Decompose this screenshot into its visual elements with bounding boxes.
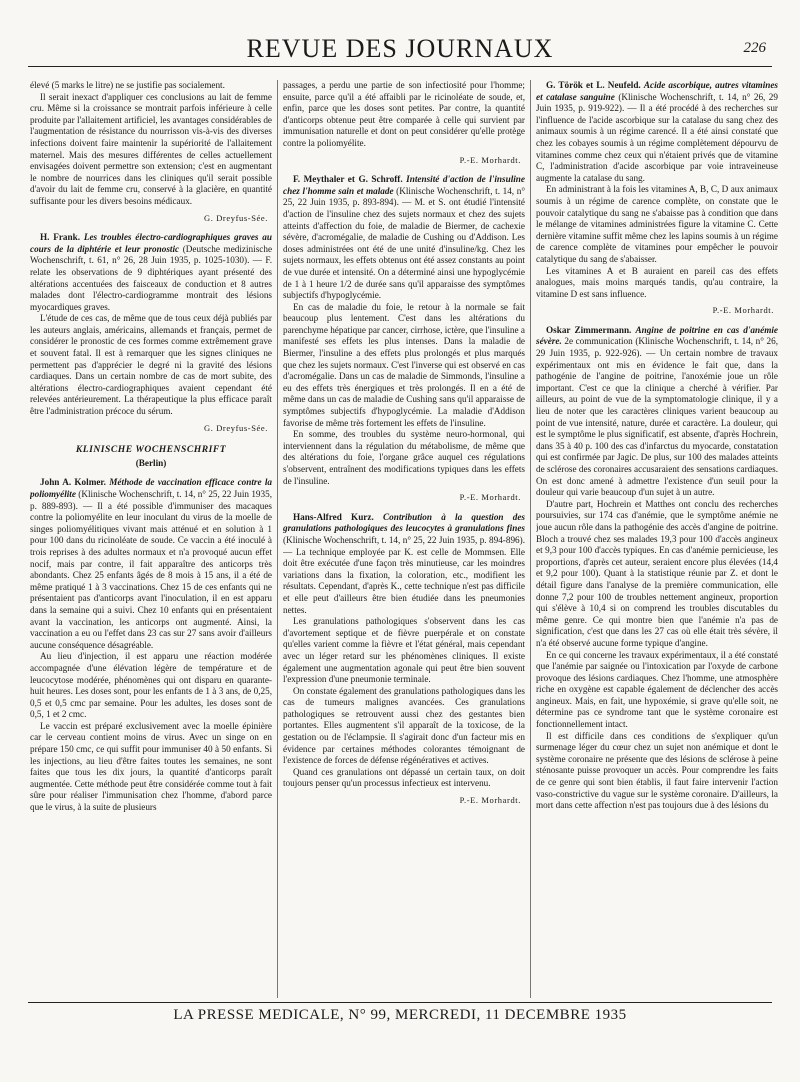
paragraph: En administrant à la fois les vitamines A, B, C, D aux animaux soumis à un régime de carence complète, on constate que le pouvoir catalytique du sang ne s'abaisse pas à condition que dans le mélange de vitamines administrées figure la vitamine C. Cette dernière vitamine suffit même chez les lapins soumis à un régime de carence complète de vitamines pour empêcher le pouvoir catalytique du sang de s'abaisser. [536, 184, 778, 264]
article-reference: (Deutsche medizinische Wochenschrift, t. 61, n° 26, 28 Juin 1935, p. 1025-1030). — [30, 243, 272, 266]
article-reference: (Klinische Wochenschrift, t. 14, n° 25, 22 Juin 1935, p. 893-894). — [283, 185, 525, 208]
article-author: John A. Kolmer. [40, 477, 106, 488]
signature: P.-E. Morhardt. [712, 305, 774, 316]
paragraph: D'autre part, Hochrein et Matthes ont conclu des recherches poursuivies, sur 174 cas d'anémie, que le symptôme anémie ne joue aucun rôle dans la pathogénie des accès d'angine de poitrine. Bloch a trouvé chez ses malades 19,3 pour 100 d'accès angineux et 9,3 pour 100 d'accès typiques. En cas d'anémie pernicieuse, les proportions, d'après cet auteur, seraient encore plus élevées (14,4 et 9,2 pour 100). Quant à la statistique réunie par Z. et dont le détail figure dans l'analyse de la première communication, elle donne 7,2 pour 100 de troubles nettement angineux, proportion qui s'élève à 10,4 si on comprend les troubles discutables du même genre. Ce qui montre bien que l'anémie n'a pas de signification, c'est que dans les 27 cas où elle était très sévère, il n'a été observé aucune forme typique d'angine. [536, 498, 778, 648]
signature: P.-E. Morhardt. [459, 492, 521, 503]
article-heading [283, 174, 525, 302]
column-right [536, 80, 778, 1000]
article-heading [283, 512, 525, 616]
article-text: Un certain nombre de travaux expérimentaux ont mis en évidence le fait que, dans la pathogénie de l'angine de poitrine, l'anoxémie joue un rôle important. C'est ce que la clinique a cherché à vérifier. Par ailleurs, au point de vue de la symptomatologie clinique, il y a lieu de noter que les caractères cliniques varient beaucoup au point de vue intensité, nature, durée et caractère. La douleur, qui est le symptôme le plus significatif, est absente, d'après Hochrein, dans 35 à 40 p. 100 des cas d'infarctus du myocarde, constatation qui est confirmée par Jagic. De plus, sur 100 des malades atteints de sclérose des coronaires accusaraient des sensations cardiaques. On est donc amené à admettre l'existence d'un seuil pour la douleur qui varie beaucoup d'un sujet à un autre. [536, 348, 778, 498]
section-title: KLINISCHE WOCHENSCHRIFT [75, 444, 227, 456]
article-reference: (Klinische Wochenschrift, t. 14, n° 25, 22 Juin 1935, p. 894-896). — [283, 534, 525, 557]
page-number: 226 [743, 40, 766, 56]
paragraph: Le vaccin est préparé exclusivement avec la moelle épinière car le cerveau contient moins de virus. Avec un singe on en prépare 150 cmc, ce qui suffit pour immuniser 40 à 50 enfants. Si les injections, au lieu d'être faites toutes les semaines, ne sont faites que tous les dix jours, la quantité d'anticorps paraît augmentée. Cette méthode peut être considérée comme tout à fait sûre pour réaliser l'immunisation chez l'homme, d'abord parce que le virus, à la suite de plusieurs [30, 720, 272, 813]
article-heading [536, 80, 778, 184]
article-author: Hans-Alfred Kurz. [293, 511, 374, 522]
article-title: Méthode de vaccination efficace contre la poliomyélite [30, 477, 272, 499]
article-title: Angine de poitrine en cas d'anémie sévère. [536, 324, 778, 347]
article-heading [30, 477, 272, 651]
paragraph: élevé (5 marks le litre) ne se justifie pas socialement. [30, 80, 225, 90]
article-text: Il a été procédé à des recherches sur l'influence de l'acide ascorbique sur la catalase du sang chez des animaux soumis à un régime carencé. Il a été ainsi constaté que chez les cobayes soumis à un régime complètement dépourvu de vitamines comme chez ceux qui n'étaient privés que de vitamine C, l'administration d'acide ascorbique par voie intraveineuse augmente la catalase du sang. [536, 103, 778, 183]
section-subtitle: (Berlin) [135, 457, 167, 468]
article-reference: (Klinische Wochenschrift, t. 14, n° 26, 29 Juin 1935, p. 919-922). — [536, 91, 778, 114]
journal-header [28, 30, 772, 67]
article-author: F. Meythaler et G. Schroff. [293, 174, 403, 185]
article-title: Contribution à la question des granulations pathologiques des leucocytes à granulations fines [283, 511, 525, 534]
paragraph: Au lieu d'injection, il est apparu une réaction modérée accompagnée d'une élévation légère de température et de leucocytose modérée, phénomènes qui ont disparu en quarante-huit heures. Les doses sont, pour les enfants de 1 à 3 ans, de 0,25, 0,5 et 0,5 cmc par semaine. Pour les adultes, les doses sont de 0,5, 1 et 2 cmc. [30, 651, 272, 720]
article-text: F. relate les observations de 9 diphtériques ayant présenté des altérations accentuées des faisceaux de conduction et 8 autres malades dont l'électro-cardiogramme montrait des lésions myocardiques graves. [30, 255, 272, 312]
article-text: M. et S. ont étudié l'intensité d'action de l'insuline chez des sujets normaux et chez des sujets atteints d'affection du foie, de maladie de Biermer, de cachexie sévère, d'acromégalie, de maladie de Cushing ou d'Addison. Les doses administrées ont été de une unité d'insuline/kg. Chez les sujets normaux, les effets obtenus ont été assez constants au point de vue durée et intensité. On a déterminé ainsi une hypoglycémie de 1 à 1 heure 1/2 de durée sans qu'il apparaisse des symptômes subjectifs d'hypoglycémie. [283, 197, 525, 301]
paragraph: Les granulations pathologiques s'observent dans les cas d'avortement septique et de fièvre puerpérale et on constate qu'elles varient comme la fièvre et l'état général, mais cependant avec un léger retard sur les phénomènes cliniques. Il existe également une augmentation agonale qui peut être bien souvent l'expression d'une pneumonie terminale. [283, 616, 525, 685]
paragraph: L'étude de ces cas, de même que de tous ceux déjà publiés par les auteurs anglais, américains, allemands et français, permet de considérer le pronostic de ces formes comme extrêmement grave et souvent fatal. Il est à remarquer que les signes cliniques ne permettent pas d'apprécier le degré ni la gravité des lésions cardiaques. Dans un certain nombre de cas de mort subite, des altérations électro-cardiographiques avaient cependant été relevées antérieurement. La thérapeutique la plus efficace paraît être l'administration précoce du sérum. [30, 313, 272, 417]
paragraph: On constate également des granulations pathologiques dans les cas de tumeurs malignes avancées. Ces granulations pathologiques se retrouvent aussi chez des gestantes bien portantes. Elles augmentent s'il apparaît de la toxicose, de la gestation ou de l'éclampsie. Il s'agirait donc d'un facteur mis en évidence par certaines méthodes colorantes témoignant de l'existence de forces de défense régénératives et actives. [283, 685, 525, 766]
paragraph: En somme, des troubles du système neuro-hormonal, qui interviennent dans la régulation du métabolisme, de même que des altérations du foie, l'organe grâce auquel ces régulations s'observent, entraînent des modifications typiques dans les effets de l'insuline. [283, 429, 525, 486]
paragraph: Il serait inexact d'appliquer ces conclusions au lait de femme cru. Même si la croissance se montrait parfois inférieure à celle produite par l'allaitement artificiel, les avantages considérables de l'augmentation de résistance du nourrisson vis-à-vis des diverses infections doivent faire maintenir la supériorité de l'allaitement maternel. Mais des mesures différentes de celles actuellement envisagées doivent permettre son extension; c'est en augmentant le nombre de nourrices dans les cliniques qu'il serait possible d'avoir du lait de femme cru, conservé à la glacière, en quantité suffisante pour les divers besoins médicaux. [30, 91, 272, 206]
signature: G. Dreyfus-Sée. [204, 422, 268, 433]
article-text: Il a été possible d'immuniser des macaques contre la poliomyélite en leur inoculant du virus de la moelle de singes poliomyélitiques vivant mais atténué et en solution à 1 pour 100 dans du ricinoléate de soude. Ce vaccin a été inoculé à trois reprises à des adultes normaux et n'a provoqué aucun effet nocif, mais par contre, il fait apparaître des anticorps très abondants. Chez 25 enfants âgés de 8 mois à 15 ans, il a été de même pratiqué 1 à 3 vaccinations. Chez 15 de ces enfants qui ne présentaient pas d'anticorps avant l'inoculation, il en est apparu dans la semaine qui a suivi. Chez 10 enfants qui en présentaient avant la vaccination, les anticorps ont augmenté. Ainsi, la vaccination a eu ou l'effet dans 23 cas sur 27 sans avoir d'ailleurs aucune conséquence désagréable. [30, 500, 272, 650]
paragraph: En cas de maladie du foie, le retour à la normale se fait beaucoup plus lentement. C'est dans les altérations du parenchyme hépatique par cancer, cirrhose, ictère, que l'insuline a manifesté ses effets les plus intenses. Dans la maladie de Biermer, l'insuline a des effets plus prolongés et plus marqués que chez les sujets normaux. C'est l'inverse qui est observé en cas d'acromégalie. Dans un cas de maladie de Simmonds, l'insuline a eu des effets très énergiques et très prolongés. Il en a été de même dans un cas de maladie de Cushing sans qu'il apparaisse de symptômes subjectifs d'hypoglycémie. La maladie d'Addison favorise de même très fortement les effets de l'insuline. [283, 301, 525, 428]
article-title: Acide ascorbique, autres vitamines et catalase sanguine [536, 80, 778, 102]
column-divider [277, 80, 278, 998]
paragraph: Les vitamines A et B auraient en pareil cas des effets analogues, mais moins marqués tandis, qu'au contraire, la vitamine D est sans influence. [536, 265, 778, 299]
article-text: La technique employée par K. est celle de Mommsen. Elle doit être exécutée d'une façon très minutieuse, car les moindres variations dans la fixation, la coloration, etc., modifient les résultats. Cependant, d'après K., cette technique n'est pas difficile et elle peut d'ailleurs être bien étudiée dans les pneumonies nettes. [283, 546, 525, 615]
column-divider [530, 80, 531, 998]
signature: P.-E. Morhardt. [459, 154, 521, 165]
article-title: Les troubles électro-cardiographiques graves au cours de la diphtérie et leur pronostic [30, 232, 272, 254]
column-left [30, 80, 272, 1000]
article-author: G. Török et L. Neufeld. [546, 80, 641, 90]
signature: P.-E. Morhardt. [459, 795, 521, 806]
paragraph: passages, a perdu une partie de son infectiosité pour l'homme; ensuite, parce qu'il a été affaibli par le ricinoléate de soude, et, enfin, parce que les doses sont petites. Par contre, la quantité d'anticorps obtenue peut être comparée à celle qui survient par immunisation naturelle et dont on peut considérer qu'elle protège contre la poliomyélite. [283, 80, 525, 148]
article-title: Intensité d'action de l'insuline chez l'homme sain et malade [283, 174, 525, 196]
article-heading [536, 325, 778, 499]
journal-title: REVUE DES JOURNAUX [246, 34, 554, 63]
paragraph: En ce qui concerne les travaux expérimentaux, il a été constaté que l'anémie par saignée ou l'intoxication par l'oxyde de carbone provoque des lésions cardiaques. Chez l'homme, une atmosphère riche en oxygène est capable également de déclencher des accès angineux. Mais, en fait, une hypoxémie, si grave qu'elle soit, ne détermine pas ce syndrome tant que le système coronaire est fonctionnellement intact. [536, 649, 778, 730]
signature: G. Dreyfus-Sée. [204, 212, 268, 223]
column-middle [283, 80, 525, 1000]
article-reference: 2e communication (Klinische Wochenschrift, t. 14, n° 26, 29 Juin 1935, p. 922-926). — [536, 336, 778, 359]
article-author: Oskar Zimmermann. [546, 324, 632, 335]
paragraph: Quand ces granulations ont dépassé un certain taux, on doit toujours penser qu'un processus infectieux est intervenu. [283, 766, 525, 789]
paragraph: Il est difficile dans ces conditions de s'expliquer qu'un surmenage léger du cœur chez un sujet non anémique et dont le système coronaire ne présente que des lésions de sclérose à peine sténosante puisse provoquer un accès. Pour comprendre les faits de ce genre qui sont bien établis, il faut faire intervenir l'action vaso-constrictive du vague sur le système coronaire. D'ailleurs, la mort dans cette affection n'est pas toujours due à des lésions du [536, 730, 778, 811]
journal-footer: LA PRESSE MEDICALE, N° 99, MERCREDI, 11 DECEMBRE 1935 [28, 1002, 772, 1029]
article-author: H. Frank. [40, 232, 81, 243]
article-heading [30, 232, 272, 313]
article-reference: (Klinische Wochenschrift, t. 14, n° 25, 22 Juin 1935, p. 889-893). — [30, 489, 272, 511]
